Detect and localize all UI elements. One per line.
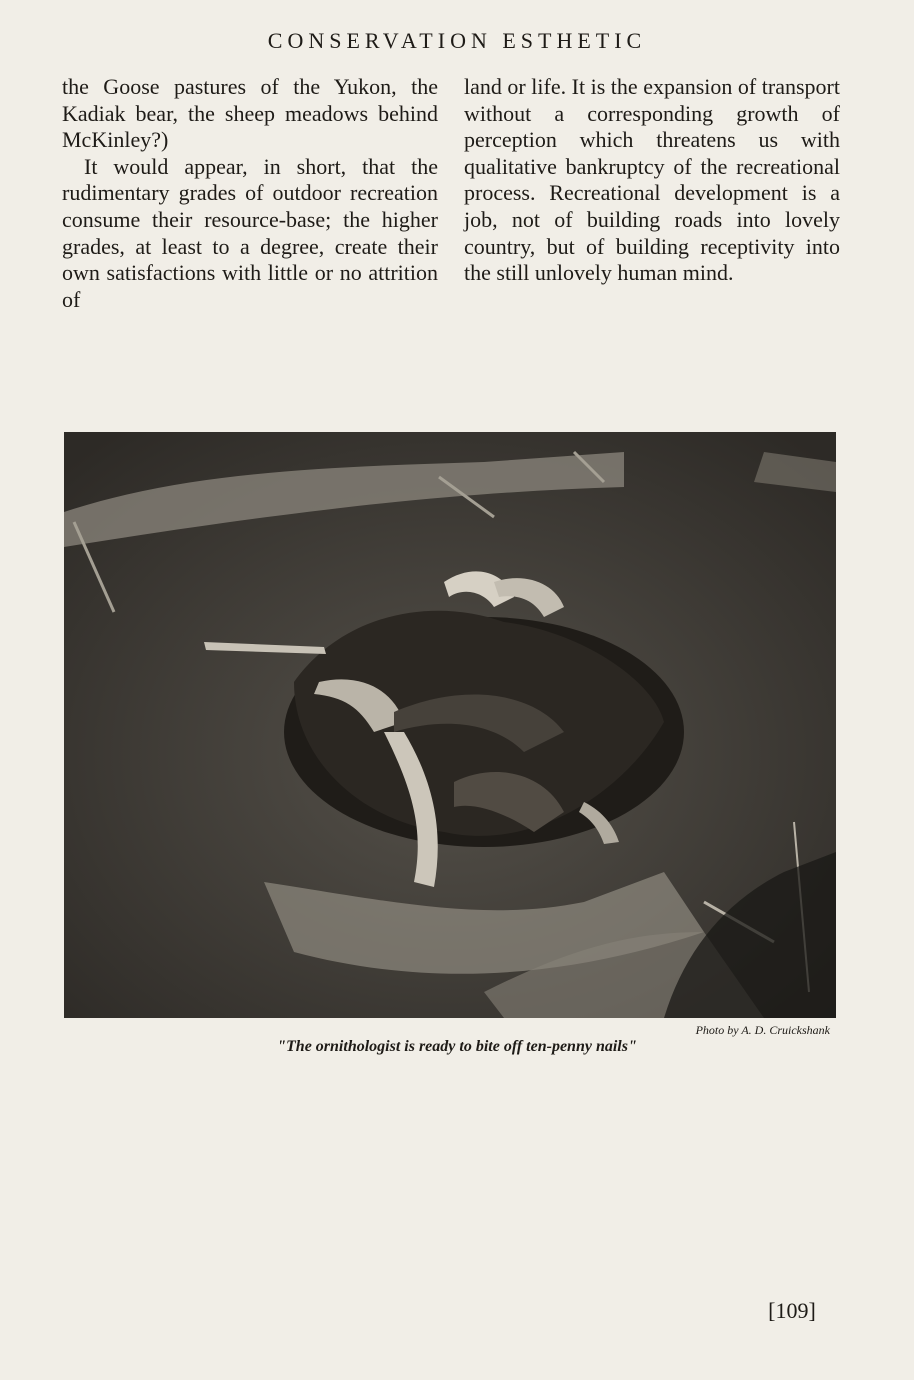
photo-illustration	[64, 432, 836, 1018]
right-column	[464, 74, 840, 287]
photo-credit: Photo by A. D. Cruickshank	[695, 1023, 830, 1037]
running-head: CONSERVATION ESTHETIC	[267, 28, 647, 53]
paragraph: It would appear, in short, that the rudimentary grades of outdoor recreation consume their resource-base; the higher grades, at least to a degree, create their own satisfactions with little or no attrition of	[62, 153, 438, 312]
left-column	[62, 74, 438, 313]
figure-caption: "The ornithologist is ready to bite off ten-penny nails"	[277, 1038, 637, 1055]
page-number: [109]	[768, 1298, 816, 1323]
paragraph: land or life. It is the expansion of transport without a corresponding growth of perception which threatens us with qualitative bankruptcy of the recreational process. Recreational development is a job, not of building roads into lovely country, but of building receptivity into the still unlovely human mind.	[464, 74, 840, 286]
photograph-dead-birds	[64, 432, 836, 1018]
paragraph: the Goose pastures of the Yukon, the Kadiak bear, the sheep meadows behind McKinley?)	[62, 74, 438, 153]
